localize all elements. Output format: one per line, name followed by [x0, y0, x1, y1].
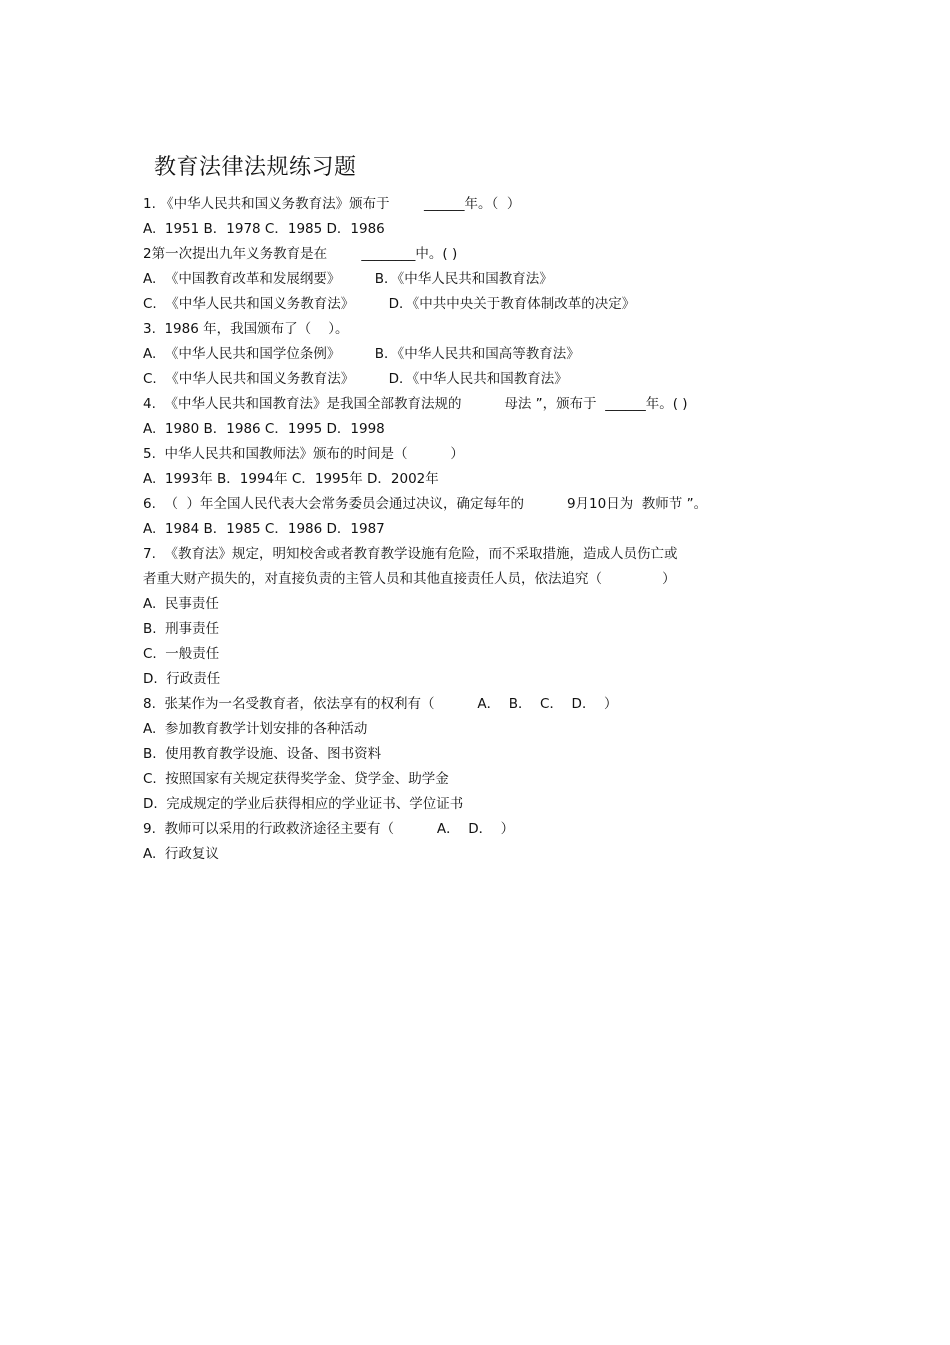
question-5: 5. 中华人民共和国教师法》颁布的时间是（ ）: [143, 446, 464, 462]
question-6: 6. （ ）年全国人民代表大会常务委员会通过决议，确定每年的 9月10日为 教师节 ”。: [143, 496, 708, 512]
question-8-option-a: A. 参加教育教学计划安排的各种活动: [143, 721, 368, 737]
question-8-option-c: C. 按照国家有关规定获得奖学金、贷学金、助学金: [143, 771, 449, 787]
question-7-continued: 者重大财产损失的，对直接负责的主管人员和其他直接责任人员，依法追究（ ）: [143, 571, 676, 587]
question-3-options-cd: C. 《中华人民共和国义务教育法》 D．《中华人民共和国教育法》: [143, 371, 568, 387]
question-3-options-ab: A. 《中华人民共和国学位条例》 B．《中华人民共和国高等教育法》: [143, 346, 580, 362]
question-7-option-a: A. 民事责任: [143, 596, 219, 612]
question-8: 8. 张某作为一名受教育者，依法享有的权利有（ A． B． C． D． ）: [143, 696, 618, 712]
question-4-options: A. 1980 B．1986 C．1995 D．1998: [143, 421, 385, 437]
document-title: 教育法律法规练习题: [154, 155, 357, 180]
question-8-option-d: D. 完成规定的学业后获得相应的学业证书、学位证书: [143, 796, 464, 812]
question-4: 4. 《中华人民共和国教育法》是我国全部教育法规的 母法 ”，颁布于 ______年。( ): [143, 396, 688, 412]
question-1-options: A. 1951 B．1978 C．1985 D．1986: [143, 221, 385, 237]
question-2-options-ab: A. 《中国教育改革和发展纲要》 B．《中华人民共和国教育法》: [143, 271, 553, 287]
question-3: 3. 1986 年，我国颁布了（ ）。: [143, 321, 349, 337]
question-7-option-b: B. 刑事责任: [143, 621, 220, 637]
question-9: 9. 教师可以采用的行政救济途径主要有（ A． D． ）: [143, 821, 515, 837]
question-9-option-a: A. 行政复议: [143, 846, 219, 862]
question-6-options: A. 1984 B．1985 C．1986 D．1987: [143, 521, 385, 537]
question-2-options-cd: C. 《中华人民共和国义务教育法》 D．《中共中央关于教育体制改革的决定》: [143, 296, 636, 312]
question-7: 7. 《教育法》规定，明知校舍或者教育教学设施有危险，而不采取措施，造成人员伤亡或: [143, 546, 678, 562]
question-1: 1. 《中华人民共和国义务教育法》颁布于 ______年。（ ）: [143, 196, 521, 212]
question-8-option-b: B. 使用教育教学设施、设备、图书资料: [143, 746, 382, 762]
question-2: 2第一次提出九年义务教育是在 ________中。( ): [143, 246, 458, 262]
question-5-options: A. 1993年 B．1994年 C．1995年 D．2002年: [143, 471, 439, 487]
question-7-option-d: D. 行政责任: [143, 671, 221, 687]
question-7-option-c: C. 一般责任: [143, 646, 220, 662]
